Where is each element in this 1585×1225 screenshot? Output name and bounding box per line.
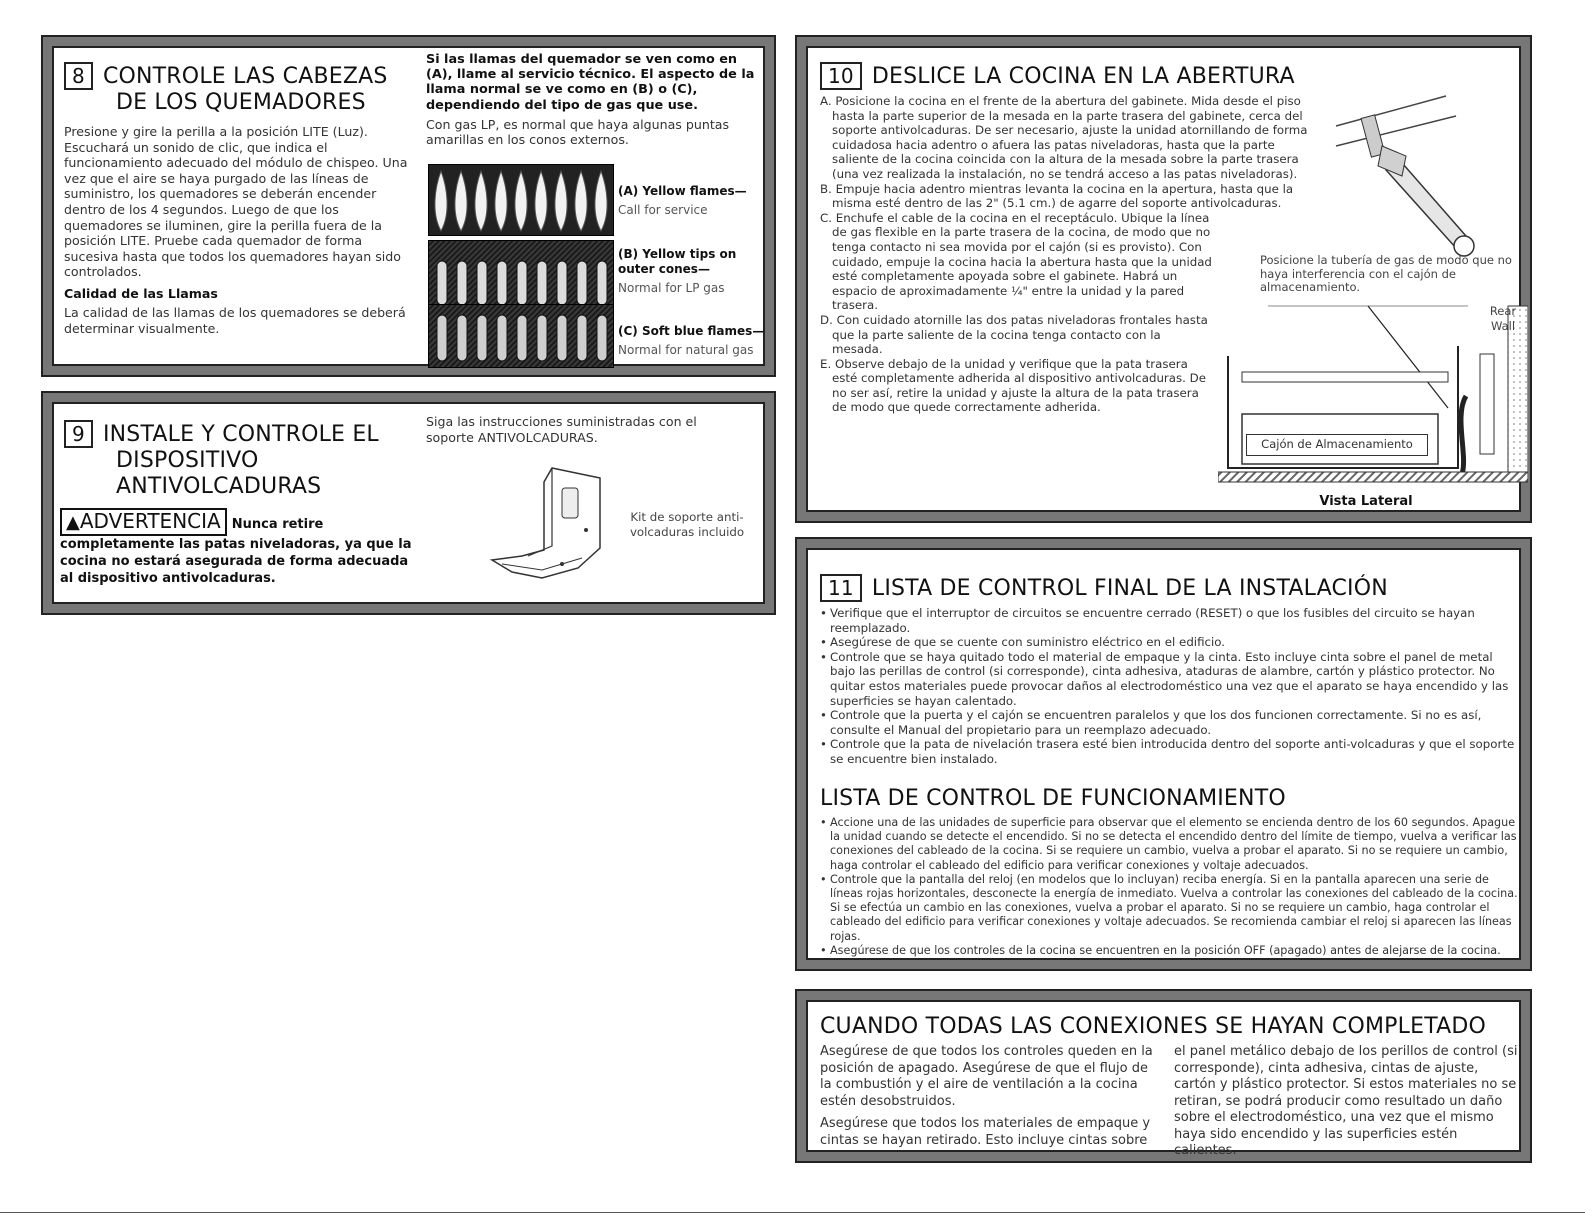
storage-drawer-label: Cajón de Almacenamiento [1246, 434, 1428, 456]
section-8-title-line1: CONTROLE LAS CABEZAS [102, 64, 388, 89]
checklist-item: • Controle que se haya quitado todo el material de empaque y la cinta. Esto incluye cinta sobre el panel de metal bajo las perillas de control (si corresponde), cinta adhesiva, ataduras de alambre, cartón y plástico protector. No quitar estos materiales puede provocar daños al electrodoméstico una vez que el aparato se haya encendido y las superficies se hayan calentado. [820, 650, 1518, 708]
yellow-tips-image [428, 240, 614, 312]
anti-tip-bracket-illustration [482, 460, 632, 590]
rear-wall-label-1: Rear [1489, 304, 1517, 318]
page-bottom-rule [0, 1212, 1585, 1213]
completion-title: CUANDO TODAS LAS CONEXIONES SE HAYAN COMPLETADO [820, 1014, 1487, 1039]
step-number: 9 [64, 420, 93, 448]
gas-line-note: Posicione la tubería de gas de modo que no haya interferencia con el cajón de almacenamiento. [1260, 253, 1512, 294]
completion-left-p2: Asegúrese que todos los materiales de empaque y cintas se hayan retirado. Esto incluye cintas sobre [820, 1116, 1151, 1148]
checklist-item: • Controle que la pata de nivelación trasera esté bien introducida dentro del soporte anti-volcaduras y que el soporte se encuentre bien instalado. [820, 737, 1518, 766]
flame-c-sub: Normal for natural gas [618, 343, 754, 357]
flame-b-title: (B) Yellow tips on outer cones— [618, 247, 737, 276]
flame-b-sub: Normal for LP gas [618, 281, 725, 295]
checklist-item: • Controle que la puerta y el cajón se encuentren paralelos y que los dos funcionen correctamente. Si no es así, consulte el Manual del propietario para un reemplazo adecuado. [820, 708, 1518, 737]
checklist-item: • Verifique que el interruptor de circuitos se encuentre cerrado (RESET) o que los fusibles del circuito se hayan reemplazado. [820, 606, 1518, 635]
final-checklist [820, 606, 1518, 767]
warning-text: completamente las patas niveladoras, ya que la cocina no estará asegurada de forma adecuada al dispositivo antivolcaduras. [60, 537, 412, 586]
section-8-text: Presione y gire la perilla a la posición LITE (Luz). Escuchará un sonido de clic, que indica el funcionamiento adecuado del módulo de chispeo. Una vez que el aire se haya purgado de las líneas de suministro, los quemadores se deberán encender dentro de los 4 segundos. Luego de que los quemadores se iluminen, gire la perilla fuera de la posición LITE. Pruebe cada quemador de forma sucesiva hasta que todos los quemadores hayan sido controlados. [64, 124, 408, 280]
operation-item: • Asegúrese de que los controles de la cocina se encuentren en la posición OFF (apagado) antes de alejarse de la cocina. [820, 944, 1518, 958]
checklist-item: • Asegúrese de que se cuente con suministro eléctrico en el edificio. [820, 635, 1518, 650]
lp-gas-note: Con gas LP, es normal que haya algunas puntas amarillas en los conos externos. [426, 116, 730, 148]
step-number: 8 [64, 62, 93, 90]
completion-right-p: el panel metálico debajo de los perillos de control (si corresponde), cinta adhesiva, cintas de ajuste, cartón y plástico protector. Si estos materiales no se retiran, se podrá producir como resultado un daño sobre el electrodoméstico, una vez que el mismo haya sido encendido y las superficies estén calientes. [1174, 1044, 1518, 1158]
section-9-instructions: Siga las instrucciones suministradas con el soporte ANTIVOLCADURAS. [426, 414, 697, 445]
step-a: A. Posicione la cocina en el frente de la abertura del gabinete. Mida desde el piso hasta la parte superior de la mesada en la parte trasera del gabinete, cerca del soporte antivolcaduras. De ser necesario, ajuste la unidad atornillando de forma cuidadosa hacia adentro o afuera las patas niveladoras, hasta que la parte saliente de la cocina coincida con la altura de la mesada sobre la parte trasera (una vez realizada la instalación, no se tendrá acceso a las patas niveladoras). [820, 94, 1308, 181]
step-d: D. Con cuidado atornille las dos patas niveladoras frontales hasta que la parte saliente de la cocina tenga contacto con la mesada. [820, 312, 1208, 357]
step-c: C. Enchufe el cable de la cocina en el receptáculo. Ubique la línea de gas flexible en la parte trasera de la cocina, de modo que no tenga contacto ni sea movida por el cajón (si es provisto). Con cuidado, empuje la cocina hacia la abertura hasta que la unidad esté completamente apoyada sobre el gabinete. Habrá un espacio de aproximadamente ¼" entre la unidad y la pared trasera. [820, 210, 1212, 313]
flame-warning-text: Si las llamas del quemador se ven como en (A), llame al servicio técnico. El aspecto de la llama normal se ve como en (B) o (C), dependiendo del tipo de gas que use. [426, 52, 755, 113]
operation-checklist-title: LISTA DE CONTROL DE FUNCIONAMIENTO [820, 786, 1286, 811]
section-9-title-line3: ANTIVOLCADURAS [116, 474, 322, 499]
wrench-illustration [1326, 86, 1476, 266]
section-8-title-line2: DE LOS QUEMADORES [116, 90, 366, 115]
section-9-heading [64, 420, 424, 500]
flame-c-title: (C) Soft blue flames— [618, 324, 765, 338]
warning-badge [60, 508, 227, 536]
warning-triangle-icon: ▲ [66, 512, 80, 533]
flame-a-title: (A) Yellow flames— [618, 184, 747, 198]
section-11-title: LISTA DE CONTROL FINAL DE LA INSTALACIÓN [871, 576, 1388, 601]
completion-left-p1: Asegúrese de que todos los controles queden en la posición de apagado. Asegúrese de que el flujo de la combustión y el aire de ventilación a la cocina estén desobstruidos. [820, 1044, 1153, 1109]
section-10-panel [796, 36, 1531, 522]
completion-panel [796, 990, 1531, 1162]
step-number: 11 [820, 574, 862, 602]
step-number: 10 [820, 62, 862, 90]
section-11-panel [796, 538, 1531, 970]
rear-wall-label-2: Wall [1490, 319, 1516, 333]
operation-checklist [820, 816, 1518, 958]
side-view-caption: Vista Lateral [1319, 494, 1413, 509]
flame-quality-text: La calidad de las llamas de los quemadores se deberá determinar visualmente. [64, 304, 406, 336]
section-9-panel [42, 392, 775, 614]
yellow-flames-image [428, 164, 614, 236]
blue-flames-image [428, 304, 614, 368]
warning-label: ADVERTENCIA [79, 509, 221, 533]
kit-label: Kit de soporte anti-volcaduras incluido [629, 510, 745, 539]
section-9-title-line1: INSTALE Y CONTROLE EL [102, 422, 379, 447]
section-10-title: DESLICE LA COCINA EN LA ABERTURA [871, 64, 1295, 89]
section-8-panel [42, 36, 775, 376]
flame-a-sub: Call for service [618, 203, 708, 217]
section-8-heading [64, 62, 424, 116]
step-b: B. Empuje hacia adentro mientras levanta la cocina en la apertura, hasta que la misma esté dentro de las 2" (5.1 cm.) de agarre del soporte antivolcaduras. [820, 181, 1294, 211]
operation-item: • Controle que la pantalla del reloj (en modelos que lo incluyan) reciba energía. Si en la pantalla aparecen una serie de líneas rojas horizontales, desconecte la energía de inmediato. Vuelva a controlar las conexiones del cableado de la cocina. Si se efectúa un cambio en las conexiones, vuelva a probar el aparato. Si no se requiere un cambio, haga controlar el cableado del edificio para verificar conexiones y voltaje adecuados. Se recomienda cambiar el reloj si aparecen las líneas rojas. [820, 873, 1518, 944]
section-9-title-line2: DISPOSITIVO [116, 448, 259, 473]
flame-quality-heading: Calidad de las Llamas [64, 285, 218, 301]
step-e: E. Observe debajo de la unidad y verifique que la pata trasera esté completamente adherida al dispositivo antivolcaduras. De no ser así, retire la unidad y ajuste la altura de la pata trasera de modo que quede correctamente adherida. [820, 356, 1206, 415]
operation-item: • Accione una de las unidades de superficie para observar que el elemento se encienda dentro de los 60 segundos. Apague la unidad cuando se detecte el encendido. Si no se detecta el encendido dentro del límite de tiempo, vuelva a verificar las conexiones del cableado de la cocina. Si se requiere un cambio, vuelva a probar el aparato. Si no se requiere un cambio, haga controlar el cableado del edificio para verificar conexiones y voltaje adecuados. [820, 816, 1518, 873]
warning-lead: Nunca retire [231, 517, 324, 532]
